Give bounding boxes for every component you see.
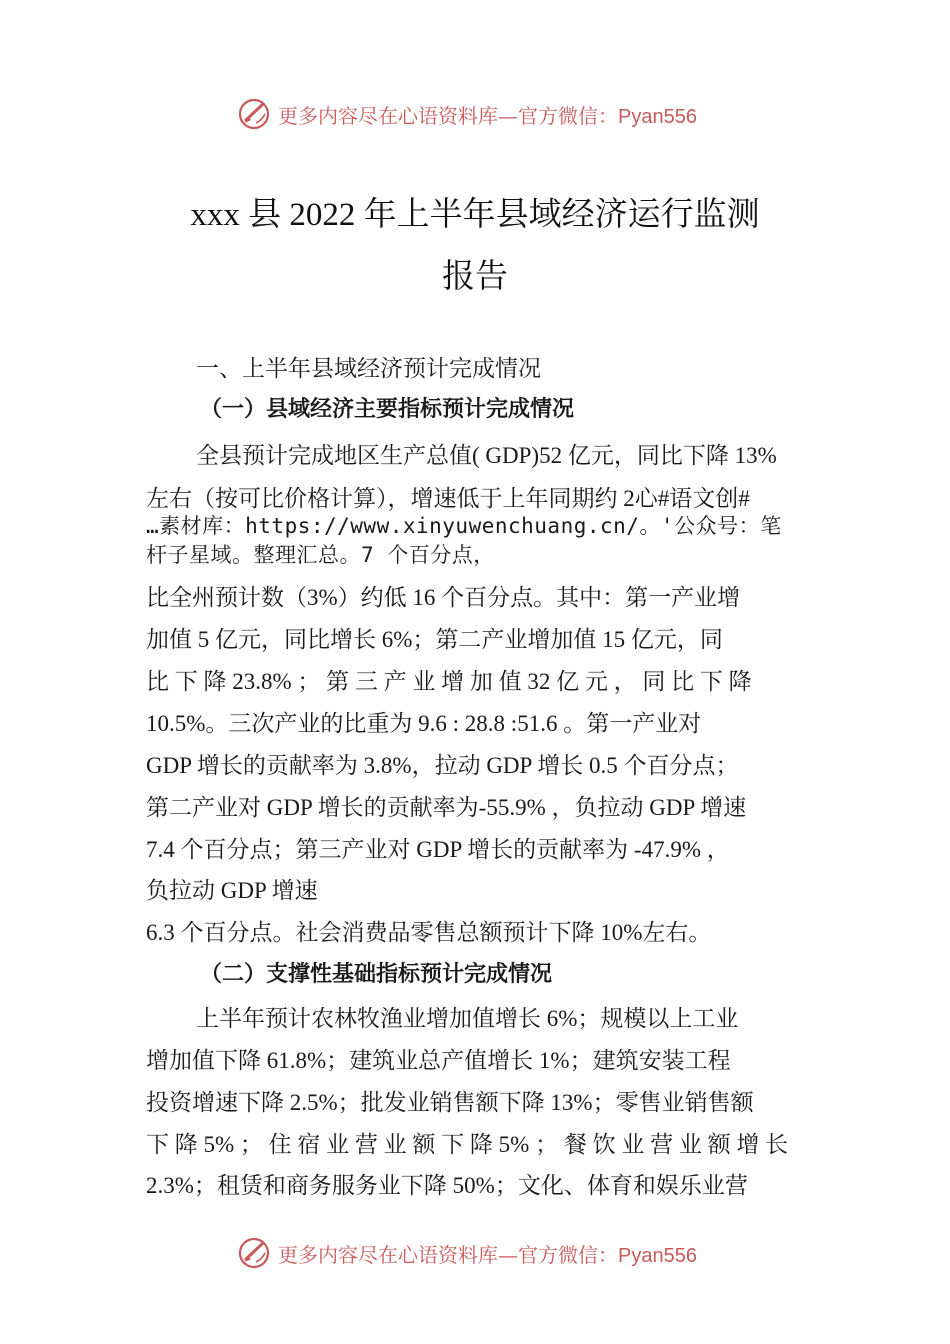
paragraph-1-line-8: 10.5%。三次产业的比重为 9.6 : 28.8 :51.6 。第一产业对	[146, 711, 702, 736]
watermark-text-latin: Pyan556	[618, 1244, 697, 1267]
paragraph-1-line-4: 杆子星域。整理汇总。7 个百分点，	[146, 543, 495, 567]
document-title-line-2: 报告	[442, 259, 508, 295]
watermark-text-latin: Pyan556	[618, 105, 697, 128]
paragraph-1-line-11: 7.4 个百分点；第三产业对 GDP 增长的贡献率为 -47.9% ，	[146, 837, 730, 862]
paragraph-1-line-9: GDP 增长的贡献率为 3.8%，拉动 GDP 增长 0.5 个百分点；	[146, 753, 739, 778]
watermark-text	[278, 100, 697, 129]
paragraph-1-line-10: 第二产业对 GDP 增长的贡献率为-55.9% ，负拉动 GDP 增速	[146, 795, 747, 820]
paragraph-1-line-3: …素材库：https://www.xinyuwenchuang.cn/。'公众号：笔	[146, 514, 782, 538]
watermark-text-cn: 更多内容尽在心语资料库—官方微信：	[278, 103, 618, 128]
subsection-heading-1: （一）县域经济主要指标预计完成情况	[200, 396, 575, 422]
paragraph-2-line-2: 增加值下降 61.8%；建筑业总产值增长 1%；建筑安装工程	[146, 1048, 731, 1073]
pen-logo-icon	[236, 1235, 272, 1271]
section-heading: 一、上半年县域经济预计完成情况	[196, 356, 541, 382]
paragraph-1-line-1: 全县预计完成地区生产总值( GDP)52 亿元，同比下降 13%	[196, 443, 777, 468]
paragraph-1-line-12: 负拉动 GDP 增速	[146, 878, 318, 903]
watermark-footer	[236, 1233, 756, 1273]
document-title-line-1: xxx 县 2022 年上半年县域经济运行监测	[190, 197, 760, 233]
paragraph-1-line-7: 比 下 降 23.8% ； 第 三 产 业 增 加 值 32 亿 元 ， 同 比 下 降	[146, 669, 752, 694]
paragraph-1-line-5: 比全州预计数（3%）约低 16 个百分点。其中：第一产业增	[146, 585, 741, 610]
paragraph-1-line-2: 左右（按可比价格计算），增速低于上年同期约 2心#语文创#	[146, 486, 750, 511]
paragraph-1-line-13: 6.3 个百分点。社会消费品零售总额预计下降 10%左右。	[146, 920, 712, 945]
pen-logo-icon	[236, 96, 272, 132]
subsection-heading-2: （二）支撑性基础指标预计完成情况	[200, 961, 553, 987]
watermark-text	[278, 1239, 697, 1268]
watermark-text-cn: 更多内容尽在心语资料库—官方微信：	[278, 1242, 618, 1267]
paragraph-2-line-3: 投资增速下降 2.5%；批发业销售额下降 13%；零售业销售额	[146, 1090, 754, 1115]
paragraph-2-line-4: 下 降 5% ； 住 宿 业 营 业 额 下 降 5% ； 餐 饮 业 营 业 额 增 长	[146, 1132, 789, 1157]
paragraph-1-line-6: 加值 5 亿元，同比增长 6%；第二产业增加值 15 亿元，同	[146, 627, 723, 652]
paragraph-2-line-5: 2.3%；租赁和商务服务业下降 50%；文化、体育和娱乐业营	[146, 1173, 748, 1198]
paragraph-2-line-1: 上半年预计农林牧渔业增加值增长 6%；规模以上工业	[196, 1006, 739, 1031]
watermark-header	[236, 94, 756, 134]
